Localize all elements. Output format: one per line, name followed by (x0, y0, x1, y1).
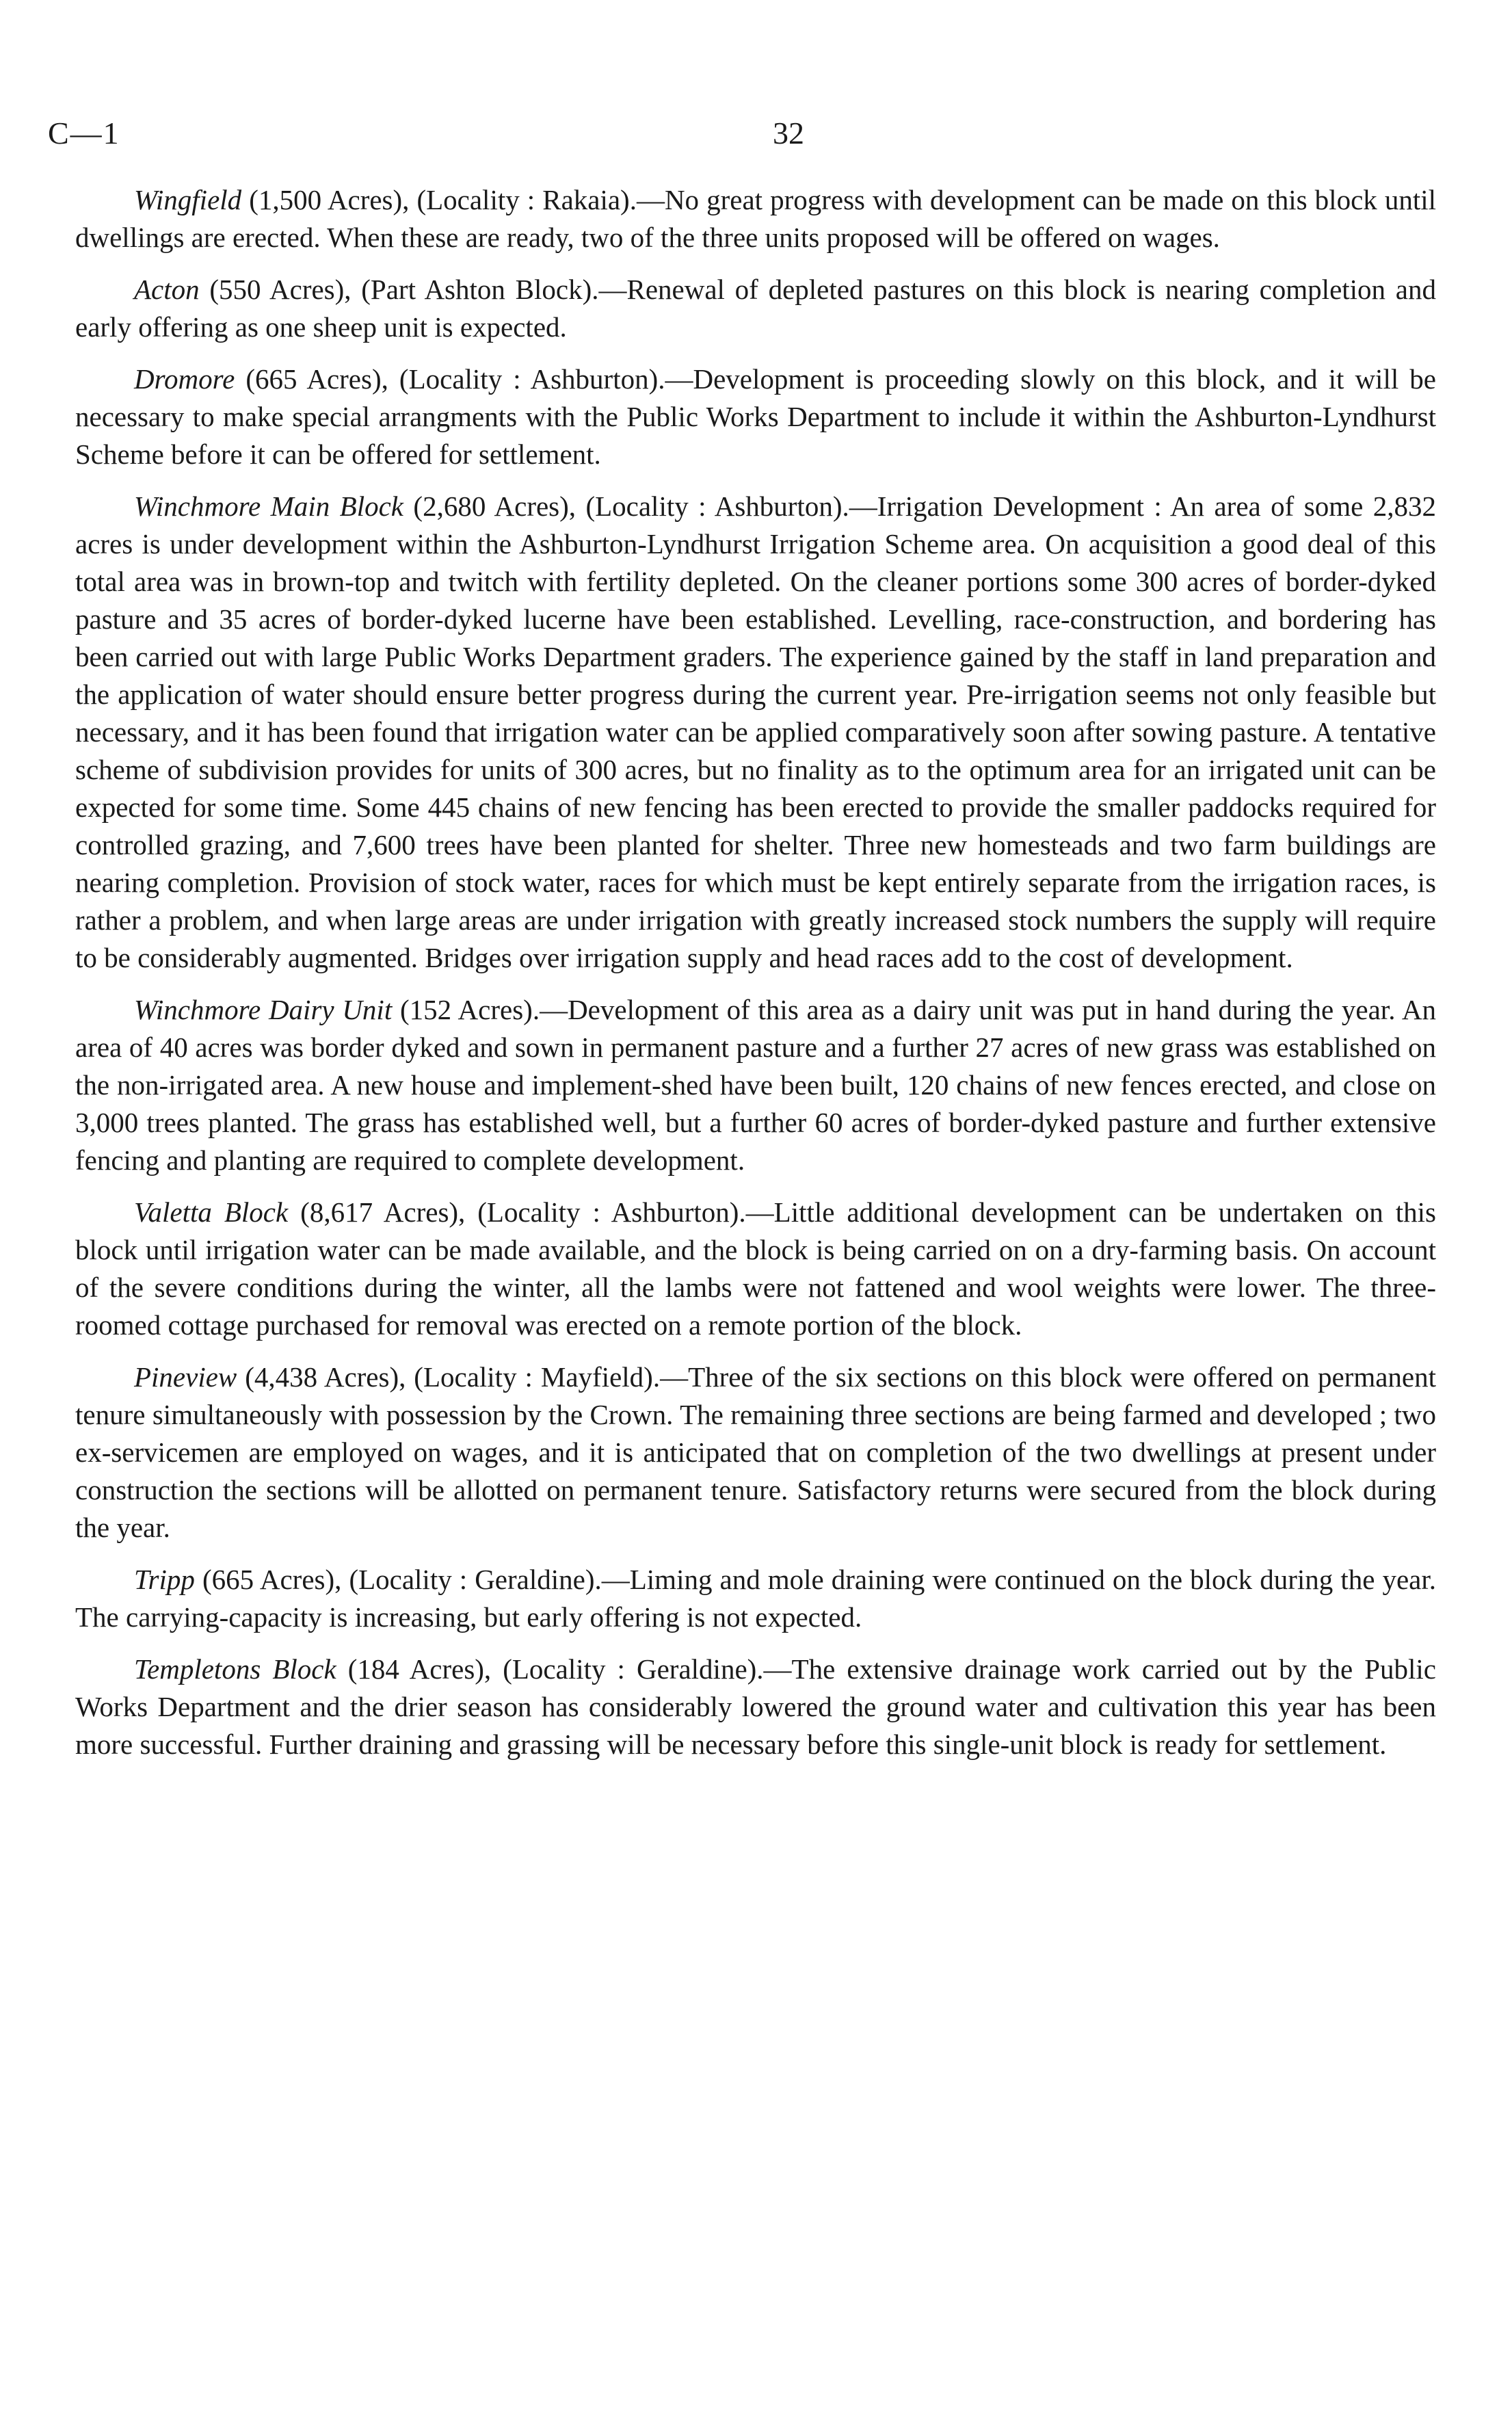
page-number: 32 (773, 116, 804, 150)
block-title: Acton (134, 274, 200, 305)
block-title: Pineview (134, 1361, 237, 1393)
paragraph-text: (184 Acres), (Locality : Geraldine).—The extensive drainage work carried out by the Public Works Department and the drier season has considerably lowered the ground water and cultivation this year has been more successful. Further draining and grassing will be necessary before this single-unit block is ready for settlement. (75, 1653, 1436, 1760)
block-title: Templetons Block (134, 1653, 336, 1685)
paragraph-text: (152 Acres).—Development of this area as a dairy unit was put in hand during the year. An area of 40 acres was border dyked and sown in permanent pasture and a further 27 acres of new grass was established on the non-irrigated area. A new house and implement-shed have been built, 120 chains of new fences erected, and close on 3,000 trees planted. The grass has established well, but a further 60 acres of border-dyked pasture and further extensive fencing and planting are required to complete development. (75, 994, 1437, 1176)
paragraph-wingfield (75, 181, 1436, 257)
paragraph-text: (665 Acres), (Locality : Ashburton).—Development is proceeding slowly on this block, and it will be necessary to make special arrangments with the Public Works Department to include it within the Ashburton-Lyndhurst Scheme before it can be offered for settlement. (75, 363, 1436, 470)
paragraph-valetta-block (75, 1194, 1436, 1344)
paragraph-text: (1,500 Acres), (Locality : Rakaia).—No great progress with development can be made on this block until dwellings are erected. When these are ready, two of the three units proposed will be offered on wages. (75, 184, 1436, 253)
block-title: Winchmore Main Block (134, 490, 403, 522)
paragraph-tripp (75, 1561, 1436, 1636)
paragraph-text: (2,680 Acres), (Locality : Ashburton).—Irrigation Development : An area of some 2,832 acres is under development within the Ashburton-Lyndhurst Irrigation Scheme area. On acquisition a good deal of this total area was in brown-top and twitch with fertility depleted. On the cleaner portions some 300 acres of border-dyked pasture and 35 acres of border-dyked lucerne have been established. Levelling, race-construction, and bordering has been carried out with large Public Works Department graders. The experience gained by the staff in land preparation and the application of water should ensure better progress during the current year. Pre-irrigation seems not only feasible but necessary, and it has been found that irrigation water can be applied comparatively soon after sowing pasture. A tentative scheme of subdivision provides for units of 300 acres, but no finality as to the optimum area for an irrigated unit can be expected for some time. Some 445 chains of new fencing has been erected to provide the smaller paddocks required for controlled grazing, and 7,600 trees have been planted for shelter. Three new homesteads and two farm buildings are nearing completion. Provision of stock water, races for which must be kept entirely separate from the irrigation races, is rather a problem, and when large areas are under irrigation with greatly increased stock numbers the supply will require to be considerably augmented. Bridges over irrigation supply and head races add to the cost of development. (75, 490, 1436, 973)
paragraph-winchmore-dairy-unit (75, 991, 1436, 1179)
paragraph-text: (8,617 Acres), (Locality : Ashburton).—Little additional development can be undertaken on this block until irrigation water can be made available, and the block is being carried on on a dry-farming basis. On account of the severe conditions during the winter, all the lambs were not fattened and wool weights were lower. The three-roomed cottage purchased for removal was erected on a remote portion of the block. (75, 1196, 1436, 1341)
paragraph-text: (4,438 Acres), (Locality : Mayfield).—Three of the six sections on this block were offered on permanent tenure simultaneously with possession by the Crown. The remaining three sections are being farmed and developed ; two ex-servicemen are employed on wages, and it is anticipated that on completion of the two dwellings at present under construction the sections will be allotted on permanent tenure. Satisfactory returns were secured from the block during the year. (75, 1361, 1436, 1543)
paragraph-winchmore-main-block (75, 488, 1436, 977)
paragraph-text: (665 Acres), (Locality : Geraldine).—Liming and mole draining were continued on the block during the year. The carrying-capacity is increasing, but early offering is not expected. (75, 1564, 1436, 1633)
paragraph-pineview (75, 1358, 1436, 1547)
paragraph-text: (550 Acres), (Part Ashton Block).—Renewal of depleted pastures on this block is nearing completion and early offering as one sheep unit is expected. (75, 274, 1436, 343)
document-reference: C—1 (48, 116, 120, 150)
block-title: Dromore (134, 363, 235, 395)
paragraph-dromore (75, 360, 1436, 473)
block-title: Valetta Block (134, 1196, 289, 1228)
block-title: Tripp (134, 1564, 195, 1595)
block-title: Wingfield (134, 184, 242, 215)
document-body (75, 181, 1436, 1778)
page-header (48, 115, 1470, 163)
paragraph-acton (75, 271, 1436, 346)
block-title: Winchmore Dairy Unit (134, 994, 393, 1025)
paragraph-templetons-block (75, 1651, 1436, 1763)
